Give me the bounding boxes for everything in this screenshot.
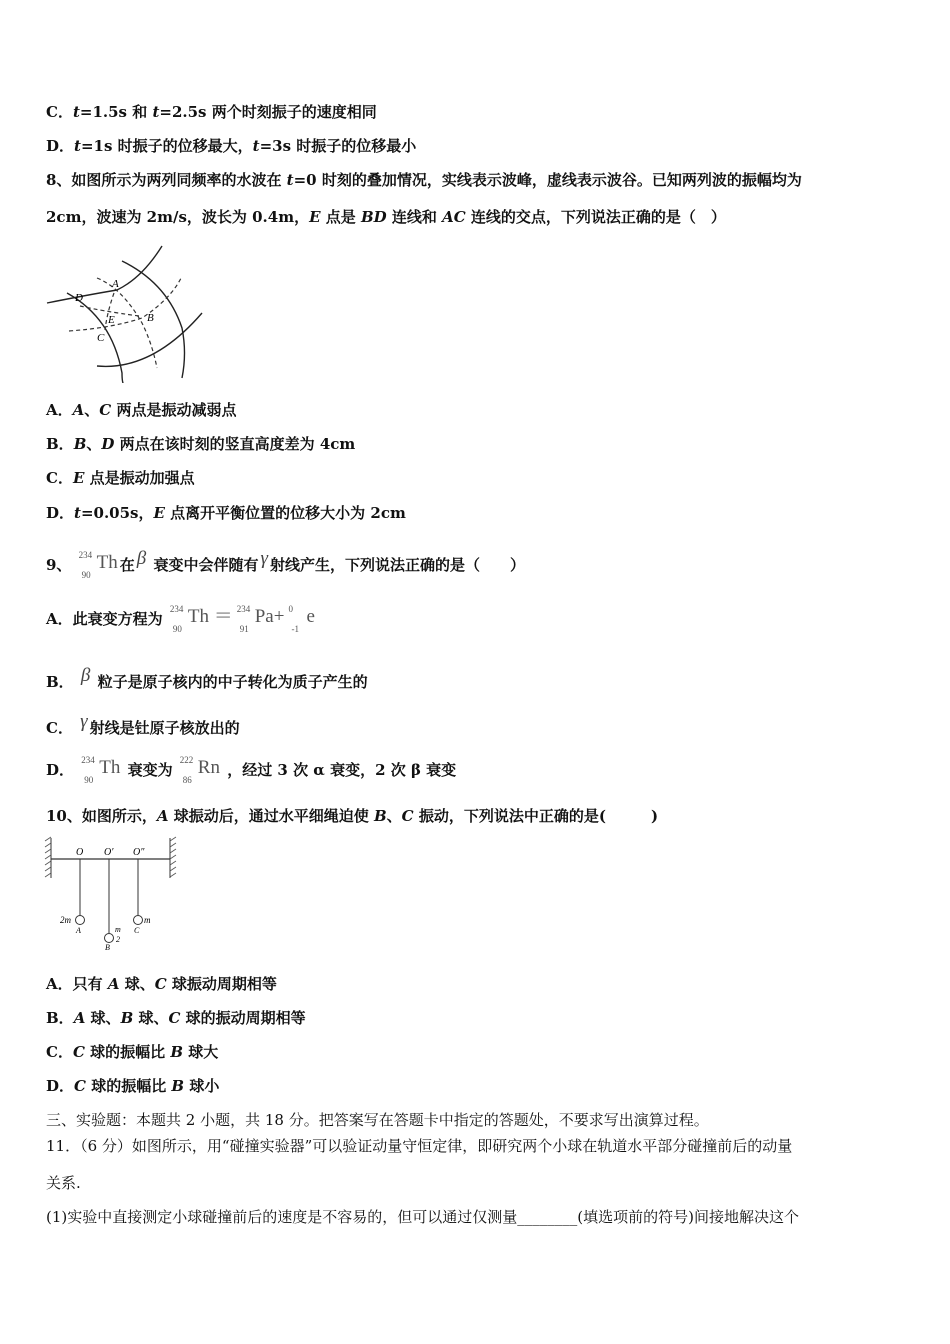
variable: B — [171, 1077, 185, 1095]
text-segment: 球小 — [184, 1077, 220, 1095]
isotope-notation — [288, 604, 315, 634]
text-segment: 球的振幅比 — [84, 1043, 171, 1061]
variable: E — [309, 208, 321, 226]
atomic-number: 91 — [239, 624, 249, 634]
atomic-number: 86 — [182, 775, 192, 785]
mass-number: 234 — [78, 550, 93, 560]
ball-label-b: B — [105, 943, 110, 952]
variable: t — [286, 171, 294, 189]
text-line — [46, 974, 277, 994]
text-line — [46, 503, 406, 523]
atomic-number: 90 — [172, 624, 182, 634]
text-segment: D． — [46, 504, 75, 522]
variable: C — [72, 1043, 85, 1061]
isotope-notation — [81, 755, 121, 785]
text-segment: 、 — [386, 807, 402, 825]
variable: t — [72, 103, 80, 121]
ball-label-c: C — [134, 926, 140, 935]
text-line — [46, 806, 658, 826]
text-segment: 球振动后，通过水平细绳迫使 — [168, 807, 374, 825]
element-symbol: e — [306, 606, 315, 627]
mass-number: 234 — [169, 604, 184, 614]
variable: C — [74, 1077, 86, 1095]
variable: t — [74, 137, 81, 155]
variable: AC — [442, 208, 466, 226]
variable: t — [74, 504, 81, 522]
text-segment: D． — [46, 137, 75, 155]
text-line — [46, 1042, 218, 1062]
text-segment: 连线的交点，下列说法正确的是（ ） — [465, 208, 726, 226]
isotope-notation — [169, 604, 233, 634]
pivot-o: O — [76, 847, 84, 858]
text-line — [46, 102, 377, 122]
mass-a: 2m — [60, 915, 71, 925]
text-segment: 三、实验题：本题共 2 小题，共 18 分。把答案写在答题卡中指定的答题处，不要求写出演算过程。 — [46, 1111, 709, 1129]
text-line — [46, 170, 802, 190]
mass-number: 0 — [288, 604, 293, 614]
text-line — [46, 666, 368, 692]
greek-symbol: γ — [80, 711, 88, 732]
variable: A — [107, 975, 120, 993]
element-symbol: Th — [96, 552, 118, 573]
text-line — [46, 604, 317, 634]
text-segment: 球、 — [119, 975, 155, 993]
text-line — [46, 1076, 219, 1096]
text-segment: 点是 — [320, 208, 361, 226]
text-segment: A．此衰变方程为 — [46, 610, 168, 628]
text-line — [46, 1173, 81, 1193]
element-symbol: Th — [99, 757, 121, 778]
text-segment: 振动，下列说法中正确的是( ) — [413, 807, 659, 825]
text-segment: 在 — [119, 556, 135, 574]
text-segment: B． — [46, 1009, 74, 1027]
wave-label-b: B — [147, 312, 154, 324]
text-segment: 球的振动周期相等 — [180, 1009, 306, 1027]
variable: A — [73, 1009, 86, 1027]
variable: C — [401, 807, 414, 825]
variable: C — [99, 401, 112, 419]
text-segment: 8、如图所示为两列同频率的水波在 — [46, 171, 287, 189]
text-segment: B． — [46, 673, 79, 691]
text-segment: 两点在该时刻的竖直高度差为 4cm — [114, 435, 356, 453]
text-line — [46, 400, 236, 420]
variable: D — [101, 435, 115, 453]
text-segment: 球、 — [85, 1009, 121, 1027]
ball-a — [76, 916, 85, 925]
text-segment: 关系. — [46, 1174, 81, 1192]
variable: B — [373, 807, 387, 825]
text-segment: =0 时刻的叠加情况，实线表示波峰，虚线表示波谷。已知两列波的振幅均为 — [293, 171, 802, 189]
text-segment: 射线产生，下列说法正确的是（ ） — [270, 556, 526, 574]
text-segment: 10、如图所示， — [46, 807, 157, 825]
element-symbol: Rn — [197, 757, 220, 778]
mass-b-numerator: m — [115, 925, 121, 934]
text-segment: 球大 — [183, 1043, 219, 1061]
text-line — [46, 1008, 306, 1028]
ball-c — [134, 916, 143, 925]
text-segment: C． — [46, 1043, 73, 1061]
text-line — [46, 207, 726, 227]
wave-interference-figure — [42, 243, 212, 383]
ball-b — [105, 934, 114, 943]
atomic-number: 90 — [81, 570, 91, 580]
wave-label-e: E — [108, 314, 115, 326]
mass-number: 234 — [236, 604, 251, 614]
text-line — [46, 434, 355, 454]
element-symbol: Th ＝ — [187, 606, 233, 627]
text-line — [46, 548, 526, 580]
text-segment: =2.5s 两个时刻振子的速度相同 — [159, 103, 377, 121]
text-segment: 球、 — [133, 1009, 169, 1027]
text-segment: A．只有 — [46, 975, 108, 993]
text-segment: 衰变为 — [122, 761, 178, 779]
text-segment: 球振动周期相等 — [166, 975, 277, 993]
variable: C — [154, 975, 167, 993]
pivot-o-double-prime: O″ — [133, 847, 145, 858]
greek-symbol: β — [136, 548, 147, 569]
atomic-number: 90 — [84, 775, 94, 785]
text-segment: 、 — [84, 401, 100, 419]
text-segment: (1)实验中直接测定小球碰撞前后的速度是不容易的，但可以通过仅测量________(填选项前的符号)间接地解决这个 — [46, 1208, 799, 1226]
text-segment: C． — [46, 469, 73, 487]
text-line — [46, 755, 457, 785]
mass-number: 222 — [179, 755, 194, 765]
isotope-notation — [236, 604, 285, 634]
text-segment: A． — [46, 401, 73, 419]
text-segment: 球的振幅比 — [85, 1077, 172, 1095]
text-segment: =1s 时振子的位移最大， — [80, 137, 253, 155]
isotope-notation — [179, 755, 220, 785]
mass-b-denominator: 2 — [116, 935, 120, 944]
greek-symbol: γ — [260, 548, 268, 569]
variable: B — [120, 1009, 134, 1027]
text-segment: 粒子是原子核内的中子转化为质子产生的 — [92, 673, 368, 691]
text-line — [46, 1136, 792, 1156]
wave-label-d: D — [75, 292, 83, 304]
text-segment: ，经过 3 次 α 衰变，2 次 β 衰变 — [221, 761, 457, 779]
mass-c: m — [144, 915, 151, 925]
greek-symbol: β — [80, 665, 91, 686]
pivot-o-prime: O′ — [104, 847, 114, 858]
element-symbol: Pa+ — [254, 606, 285, 627]
text-segment: C． — [46, 719, 79, 737]
variable: B — [170, 1043, 184, 1061]
atomic-number: -1 — [291, 624, 299, 634]
text-segment: =3s 时振子的位移最小 — [259, 137, 417, 155]
text-segment: 点是振动加强点 — [84, 469, 195, 487]
variable: t — [152, 103, 160, 121]
variable: E — [72, 469, 85, 487]
text-segment: 9、 — [46, 556, 77, 574]
pendulum-figure — [42, 833, 182, 953]
variable: E — [153, 504, 165, 522]
text-segment: =0.05s， — [80, 504, 154, 522]
text-segment: B． — [46, 435, 74, 453]
text-segment: 11．（6 分）如图所示，用“碰撞实验器”可以验证动量守恒定律，即研究两个小球在轨道水平部分碰撞前后的动量 — [46, 1137, 793, 1155]
text-segment: 连线和 — [386, 208, 443, 226]
text-line — [46, 136, 416, 156]
variable: A — [156, 807, 169, 825]
text-segment: 点离开平衡位置的位移大小为 2cm — [164, 504, 406, 522]
wave-label-a: A — [112, 278, 119, 290]
variable: C — [168, 1009, 181, 1027]
variable: A — [72, 401, 85, 419]
variable: B — [73, 435, 87, 453]
text-segment: 2cm，波速为 2m/s，波长为 0.4m， — [46, 208, 310, 226]
text-line — [46, 468, 195, 488]
text-line — [46, 1110, 709, 1130]
text-segment: 两点是振动减弱点 — [111, 401, 237, 419]
text-segment: C． — [46, 103, 73, 121]
variable: t — [252, 137, 260, 155]
variable: BD — [360, 208, 387, 226]
text-segment: 衰变中会伴随有 — [148, 556, 259, 574]
wave-label-c: C — [97, 332, 105, 344]
text-line — [46, 1207, 799, 1227]
text-segment: 、 — [86, 435, 102, 453]
text-segment: 射线是钍原子核放出的 — [89, 719, 240, 737]
text-segment: =1.5s 和 — [79, 103, 153, 121]
text-segment: D． — [46, 761, 80, 779]
isotope-notation — [78, 550, 118, 580]
mass-number: 234 — [81, 755, 95, 765]
text-segment: D． — [46, 1077, 75, 1095]
ball-label-a: A — [76, 926, 81, 935]
text-line — [46, 712, 240, 738]
